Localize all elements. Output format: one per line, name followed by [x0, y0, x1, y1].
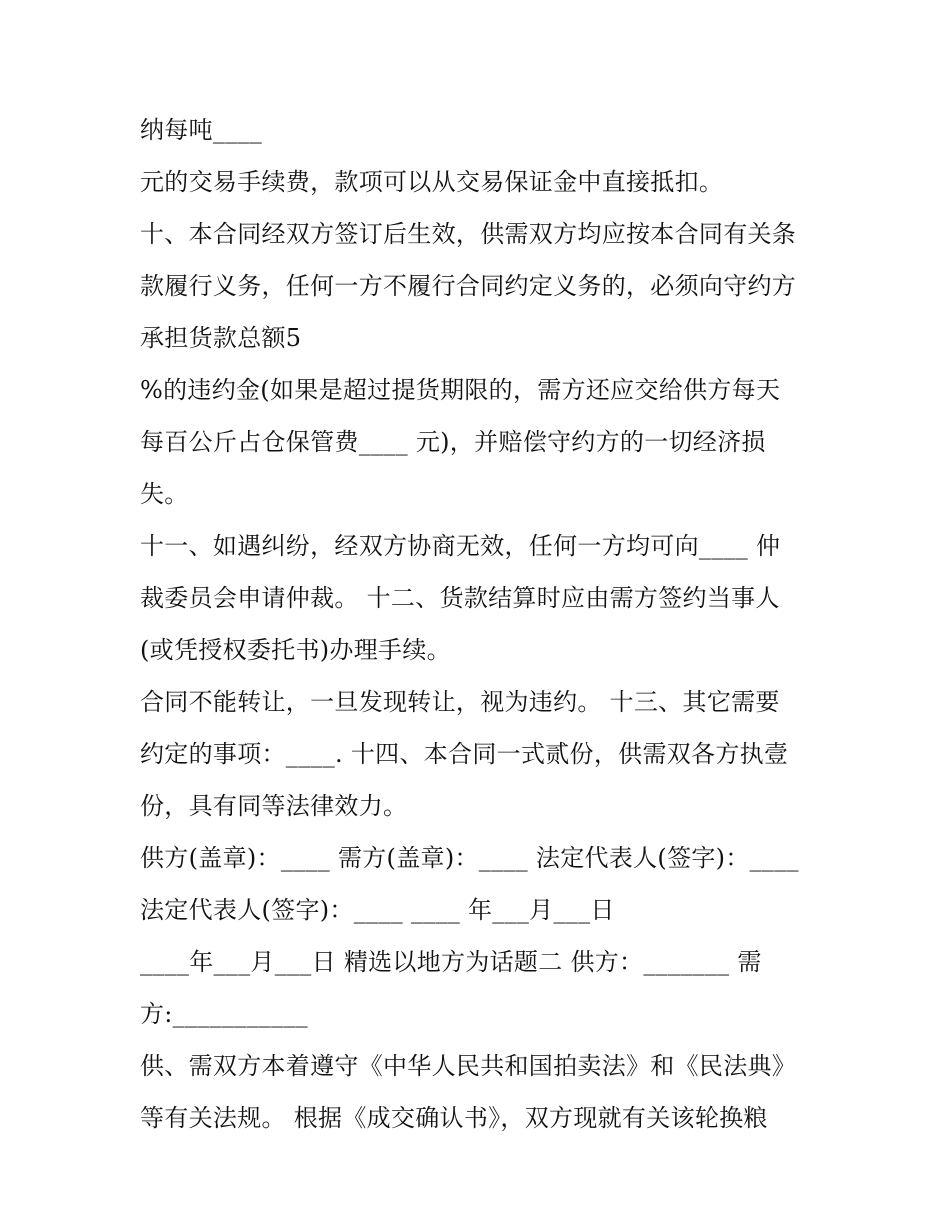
text-line: 承担货款总额5 [140, 324, 302, 352]
text-line: 每百公斤占仓保管费____ 元)，并赔偿守约方的一切经济损 [140, 428, 766, 456]
text-line: 裁委员会申请仲裁。 十二、货款结算时应由需方签约当事人 [140, 584, 780, 612]
text-line: 十、本合同经双方签订后生效，供需双方均应按本合同有关条 [140, 220, 797, 248]
text-line: 十一、如遇纠纷，经双方协商无效，任何一方均可向____ 仲 [140, 532, 781, 560]
contract-text [140, 104, 820, 1144]
text-line: (或凭授权委托书)办理手续。 [140, 636, 451, 664]
text-line: 份，具有同等法律效力。 [140, 792, 408, 820]
text-line: 款履行义务，任何一方不履行合同约定义务的，必须向守约方 [140, 272, 797, 300]
text-line: 纳每吨____ [140, 116, 263, 144]
text-line: 供、需双方本着遵守《中华人民共和国拍卖法》和《民法典》 [140, 1052, 797, 1080]
text-line: 供方(盖章)：____ 需方(盖章)：____ 法定代表人(签字)：____ [140, 844, 799, 872]
text-line: ____年___月___日 精选以地方为话题二 供方：_______ 需 [140, 948, 762, 976]
text-line: 合同不能转让，一旦发现转让，视为违约。 十三、其它需要 [140, 688, 780, 716]
text-line: 等有关法规。 根据《成交确认书》，双方现就有关该轮换粮 [140, 1104, 768, 1132]
text-line: 元的交易手续费，款项可以从交易保证金中直接抵扣。 [140, 168, 724, 196]
text-line: %的违约金(如果是超过提货期限的，需方还应交给供方每天 [140, 376, 781, 404]
text-line: 方:___________ [140, 1000, 308, 1028]
text-line: 法定代表人(签字)：____ ____ 年___月___日 [140, 896, 615, 924]
text-line: 约定的事项：____. 十四、本合同一式贰份，供需双各方执壹 [140, 740, 789, 768]
text-line: 失。 [140, 480, 189, 508]
